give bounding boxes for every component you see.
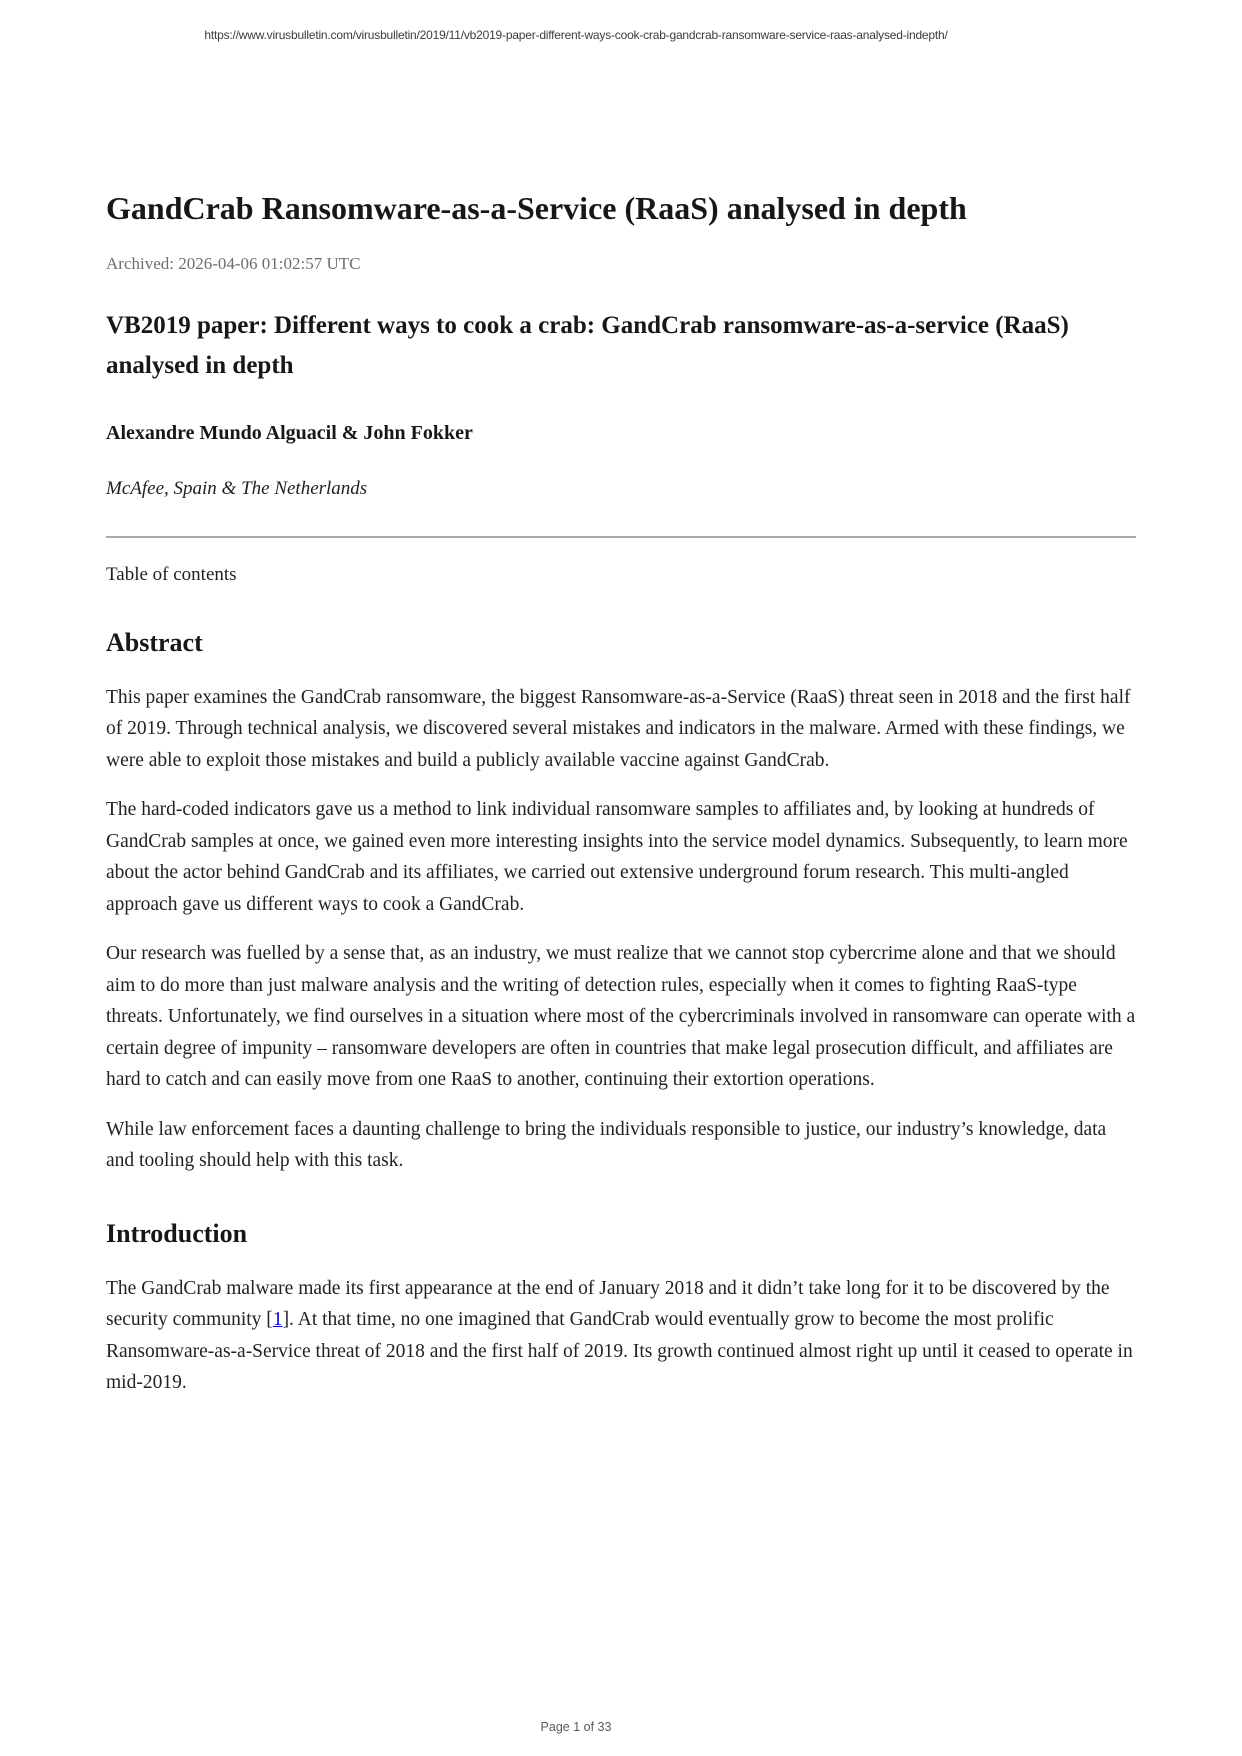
abstract-paragraph-1: This paper examines the GandCrab ransomware, the biggest Ransomware-as-a-Service (RaaS) threat seen in 2018 and the first half of 2019. Through technical analysis, we discovered several mistakes and indicators in the malware. Armed with these findings, we were able to exploit those mistakes and build a publicly available vaccine against GandCrab. bbox=[106, 686, 1131, 771]
page-title: GandCrab Ransomware-as-a-Service (RaaS) analysed in depth bbox=[106, 190, 967, 226]
table-of-contents-label: Table of contents bbox=[106, 563, 237, 585]
introduction-heading: Introduction bbox=[106, 1218, 248, 1248]
intro-text-before-reference: The GandCrab malware made its first appearance at the end of January 2018 and it didn’t take long for it to be discovered by the security community [ bbox=[106, 1277, 1110, 1331]
abstract-paragraph-2: The hard-coded indicators gave us a method to link individual ransomware samples to affiliates and, by looking at hundreds of GandCrab samples at once, we gained even more interesting insights into the service model dynamics. Subsequently, to learn more about the actor behind GandCrab and its affiliates, we carried out extensive underground forum research. This multi-angled approach gave us different ways to cook a GandCrab. bbox=[106, 799, 1128, 915]
paper-title: VB2019 paper: Different ways to cook a crab: GandCrab ransomware-as-a-service (RaaS) analysed in depth bbox=[106, 311, 1069, 379]
intro-text-after-reference: ]. At that time, no one imagined that GandCrab would eventually grow to become the most prolific Ransomware-as-a-Service threat of 2018 and the first half of 2019. Its growth continued almost right up until it ceased to operate in mid-2019. bbox=[106, 1309, 1133, 1394]
archived-timestamp: Archived: 2026-04-06 01:02:57 UTC bbox=[106, 253, 361, 273]
page-indicator: Page 1 of 33 bbox=[540, 1720, 612, 1734]
introduction-paragraph-1 bbox=[106, 1273, 1136, 1399]
abstract-heading: Abstract bbox=[106, 627, 203, 657]
source-url: https://www.virusbulletin.com/virusbulletin/2019/11/vb2019-paper-different-ways-cook-crab-gandcrab-ransomware-service-raas-analysed-indepth/ bbox=[204, 28, 948, 42]
reference-link-1[interactable]: 1 bbox=[272, 1309, 283, 1331]
divider bbox=[106, 536, 1136, 538]
affiliation-line: McAfee, Spain & The Netherlands bbox=[106, 477, 368, 499]
abstract-paragraph-3: Our research was fuelled by a sense that, as an industry, we must realize that we cannot stop cybercrime alone and that we should aim to do more than just malware analysis and the writing of detection rules, especially when it comes to fighting RaaS-type threats. Unfortunately, we find ourselves in a situation where most of the cybercriminals involved in ransomware can operate with a certain degree of impunity – ransomware developers are often in countries that make legal prosecution difficult, and affiliates are hard to catch and can easily move from one RaaS to another, continuing their extortion operations. bbox=[106, 943, 1136, 1091]
print-footer bbox=[0, 1718, 1152, 1736]
abstract-paragraph-4: While law enforcement faces a daunting challenge to bring the individuals responsible to justice, our industry’s knowledge, data and tooling should help with this task. bbox=[106, 1118, 1107, 1172]
authors-line: Alexandre Mundo Alguacil & John Fokker bbox=[106, 421, 473, 444]
